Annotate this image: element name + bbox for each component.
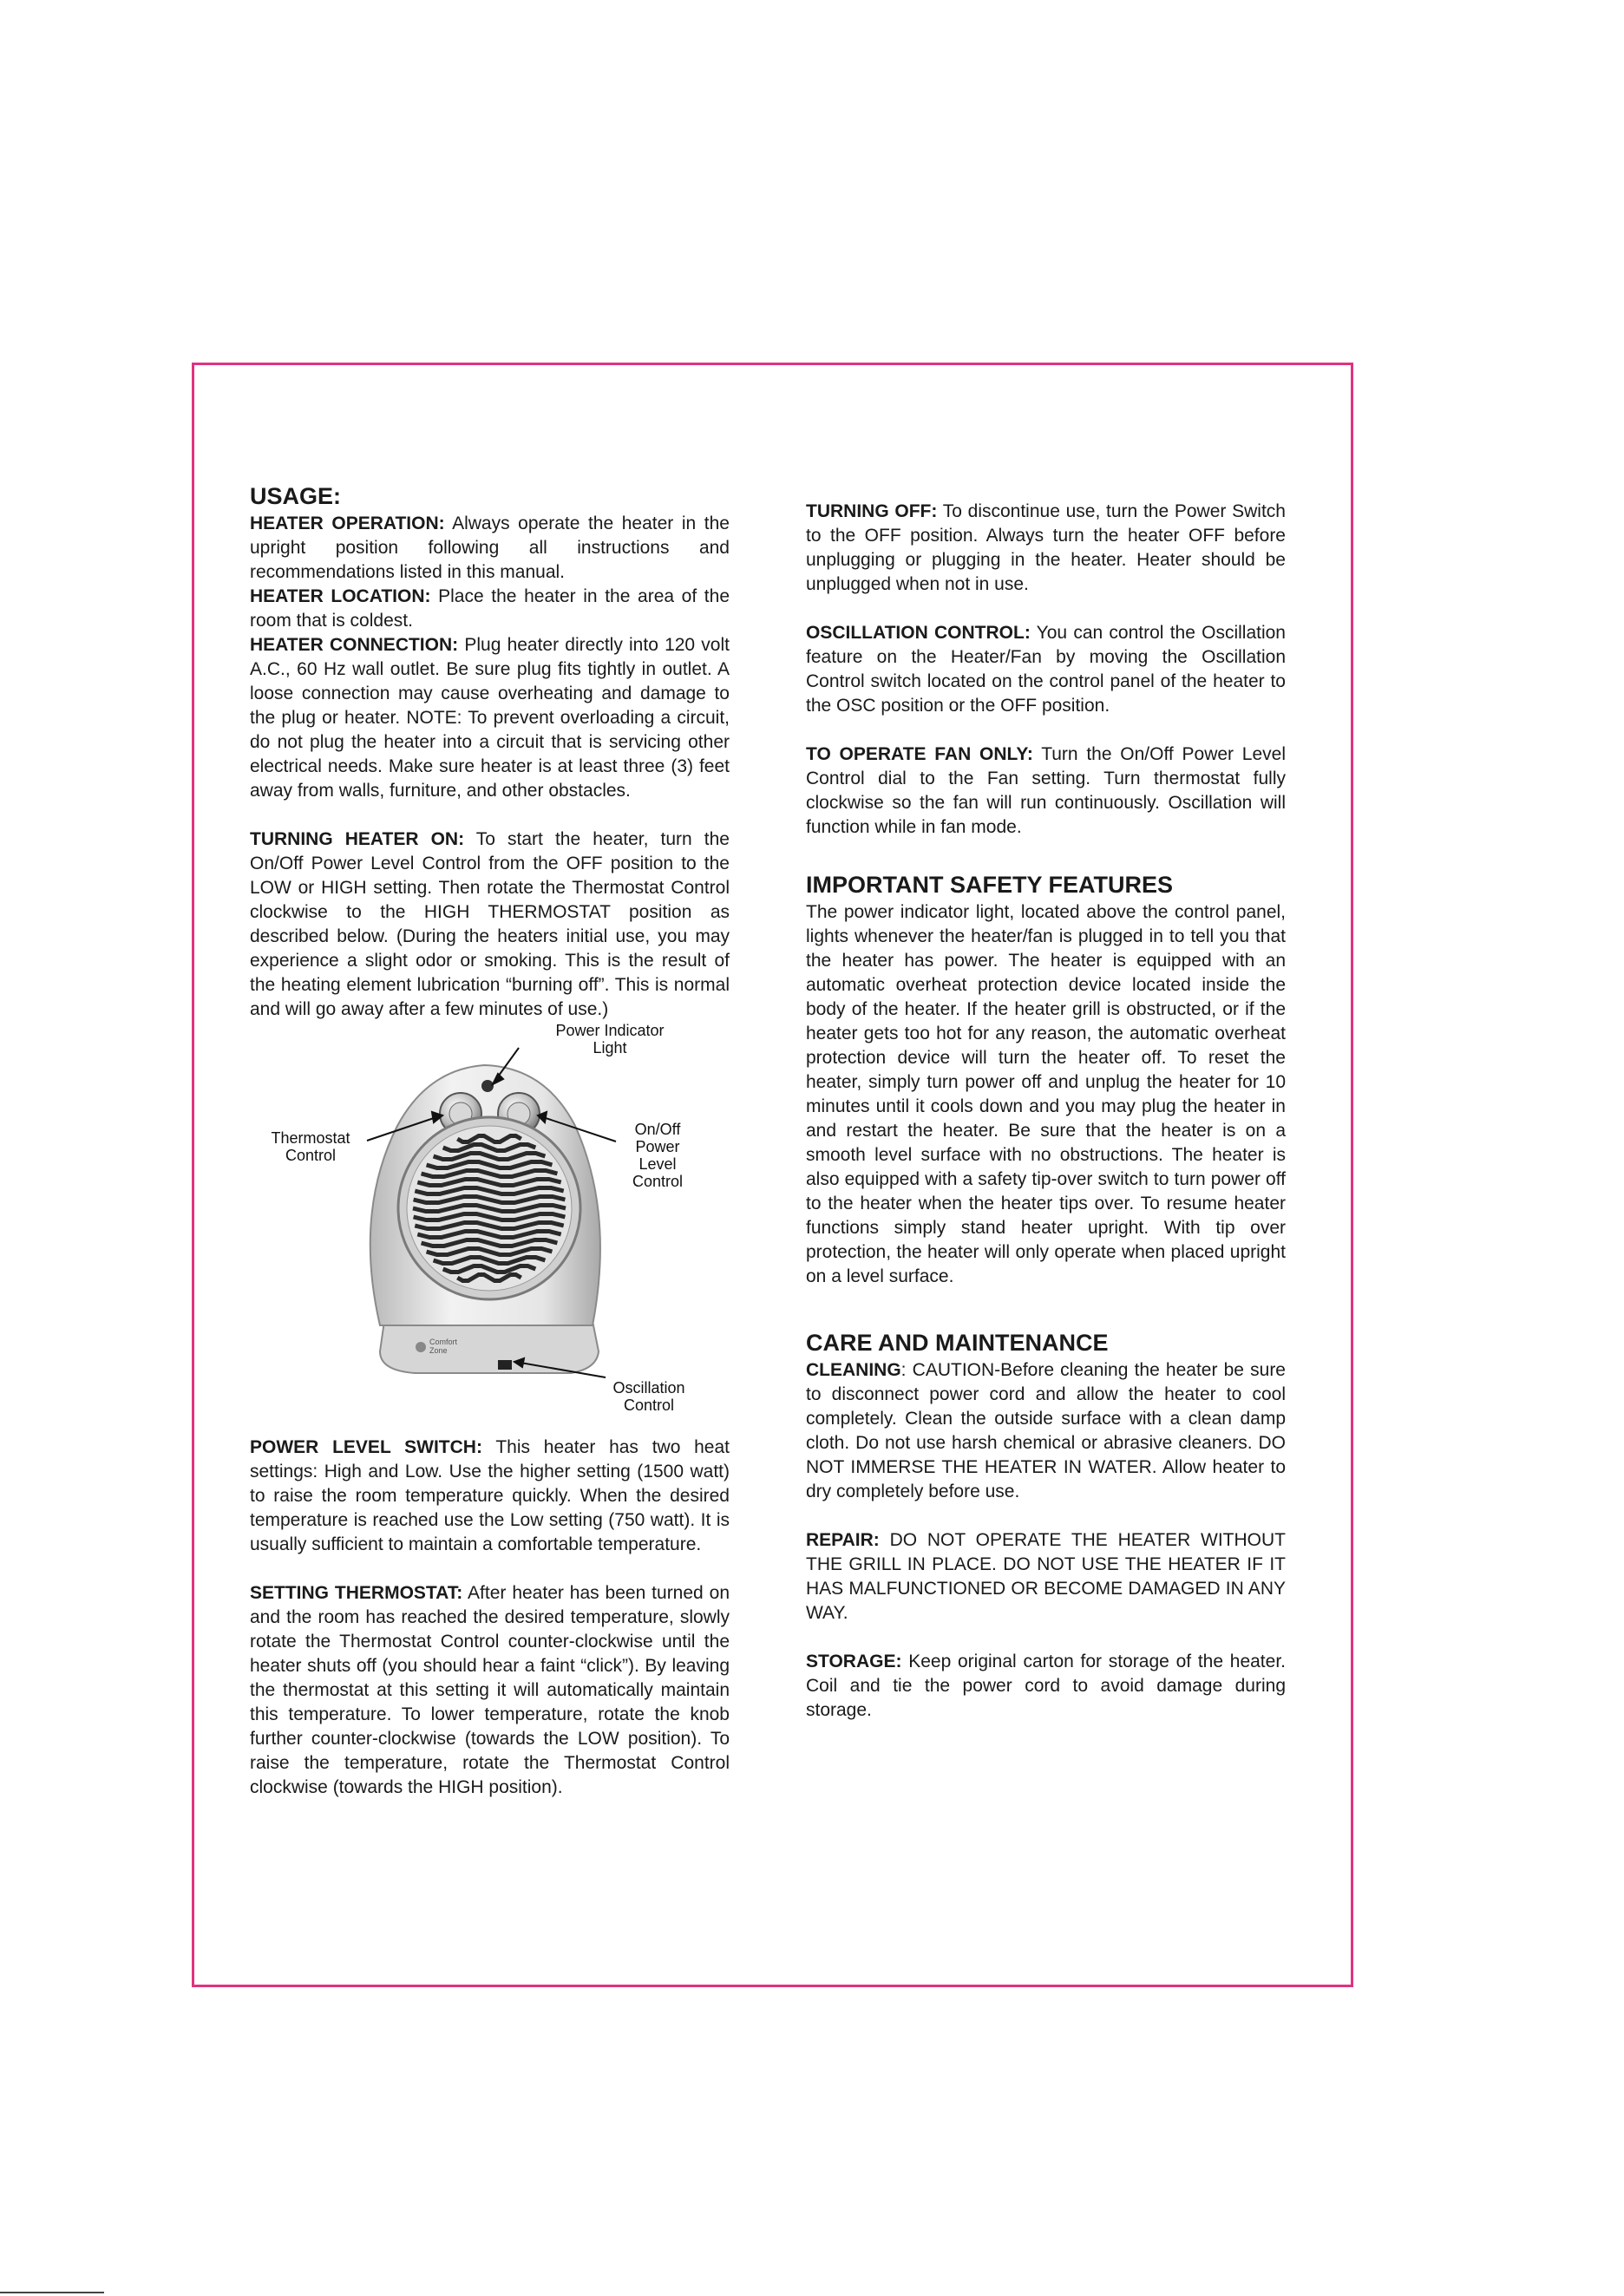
setting-thermostat-paragraph [250,1581,730,1800]
fan-only-paragraph [806,742,1286,840]
fan-only-text: Turn the On/Off Power Level Control dial to the Fan setting. Turn thermostat fully clockwise so the fan will run continuously. Oscillation will function while in fan mode. [806,744,1286,837]
storage-paragraph [806,1650,1286,1723]
heater-location-paragraph [250,585,730,633]
onoff-label-1: On/Off [634,1121,681,1138]
heater-operation-paragraph [250,512,730,585]
cleaning-text: : CAUTION-Before cleaning the heater be sure to disconnect power cord and allow the heater to cool completely. Clean the outside surface with a clean damp cloth. Do not use harsh chemical or abrasive cleaners. DO NOT IMMERSE THE HEATER IN WATER. Allow heater to dry completely before use. [806,1360,1286,1501]
safety-paragraph: The power indicator light, located above the control panel, lights whenever the heater/fan is plugged in to tell you that the heater has power. The heater is equipped with an automatic overheat protection device located inside the body of the heater. If the heater grill is obstructed, or if the heater gets too hot for any reason, the automatic overheat protection device will turn the heater off. To reset the heater, simply turn power off and unplug the heater for 10 minutes until it cools down and you may plug the heater in and restart the heater. Be sure that the heater is on a smooth level surface with no obstructions. The heater is also equipped with a safety tip-over switch to turn power off to the heater when the heater tips over. To resume heater functions simply stand heater upright. With tip over protection, the heater will only operate when placed upright on a level surface. [806,902,1286,1286]
power-level-switch-text: This heater has two heat settings: High and Low. Use the higher setting (1500 watt) to raise the room temperature quickly. When the desired temperature is reached use the Low setting (750 watt). It is usually sufficient to maintain a comfortable temperature. [250,1437,730,1554]
heater-connection-paragraph [250,633,730,803]
oscillation-label-2: Control [623,1397,675,1414]
turning-off-paragraph [806,500,1286,597]
thermostat-callout [259,1129,363,1164]
heater-figure [250,1022,730,1416]
thermostat-label-1: Thermostat [271,1129,350,1147]
left-column [250,482,730,1824]
oscillation-callout [601,1379,697,1414]
oscillation-label-1: Oscillation [612,1379,685,1397]
oscillation-control-text: You can control the Oscillation feature on the Heater/Fan by moving the Oscillation Control switch located on the control panel of the heater to the OSC position or the OFF position. [806,623,1286,716]
onoff-label-4: Control [632,1173,684,1190]
turning-heater-on-text: To start the heater, turn the On/Off Power Level Control from the OFF position to the LOW or HIGH setting. Then rotate the Thermostat Control clockwise to the HIGH THERMOSTAT position as described below. (During the heaters initial use, you may experience a slight odor or smoking. This is the result of the heating element lubrication “burning off”. This is normal and will go away after a few minutes of use.) [250,829,730,1019]
heater-location-text: Place the heater in the area of the room that is coldest. [250,586,730,631]
storage-label: STORAGE: [806,1652,902,1671]
power-indicator-label-1: Power Indicator [555,1022,665,1039]
heater-connection-label: HEATER CONNECTION: [250,635,459,655]
care-heading: CARE AND MAINTENANCE [806,1330,1109,1356]
heater-base [380,1321,599,1373]
usage-heading: USAGE: [250,483,342,509]
turning-heater-on-paragraph [250,827,730,1022]
brand-logo-icon [416,1342,426,1352]
fan-only-label: TO OPERATE FAN ONLY: [806,744,1033,764]
repair-label: REPAIR: [806,1530,880,1550]
power-level-switch-label: POWER LEVEL SWITCH: [250,1437,482,1457]
heater-illustration [250,1022,730,1416]
cleaning-paragraph [806,1358,1286,1504]
setting-thermostat-label: SETTING THERMOSTAT: [250,1583,463,1603]
storage-text: Keep original carton for storage of the heater. Coil and tie the power cord to avoid damage during storage. [806,1652,1286,1720]
repair-paragraph [806,1528,1286,1626]
power-level-switch-paragraph [250,1436,730,1557]
repair-text: DO NOT OPERATE THE HEATER WITHOUT THE GRILL IN PLACE. DO NOT USE THE HEATER IF IT HAS MALFUNCTIONED OR BECOME DAMAGED IN ANY WAY. [806,1530,1286,1623]
power-indicator-light [481,1080,494,1092]
turning-off-label: TURNING OFF: [806,501,938,521]
right-column [806,500,1286,1747]
setting-thermostat-text: After heater has been turned on and the room has reached the desired temperature, slowly rotate the Thermostat Control counter-clockwise until the heater shuts off (you should hear a faint “click”). By leaving the thermostat at this setting it will automatically maintain this temperature. To lower temperature, rotate the knob further counter-clockwise (towards the LOW position). To raise the temperature, rotate the Thermostat Control clockwise (towards the HIGH position). [250,1583,730,1797]
brand-logo-text-2: Zone [429,1346,448,1355]
cleaning-label: CLEANING [806,1360,901,1380]
heater-connection-text: Plug heater directly into 120 volt A.C., 60 Hz wall outlet. Be sure plug fits tightly in outlet. A loose connection may cause overheating and damage to the plug or heater. NOTE: To prevent overloading a circuit, do not plug the heater into a circuit that is servicing other electrical needs. Make sure heater is at least three (3) feet away from walls, furniture, and other obstacles. [250,635,730,801]
oscillation-control-paragraph [806,621,1286,718]
oscillation-switch [498,1360,512,1370]
power-indicator-callout [545,1022,675,1056]
onoff-callout [619,1121,697,1190]
onoff-label-2: Power [635,1138,680,1155]
heater-operation-text: Always operate the heater in the upright position following all instructions and recommendations listed in this manual. [250,513,730,582]
turning-heater-on-label: TURNING HEATER ON: [250,829,465,849]
footer-rule [0,2292,104,2293]
power-indicator-label-2: Light [593,1039,627,1056]
heater-operation-label: HEATER OPERATION: [250,513,445,533]
heater-location-label: HEATER LOCATION: [250,586,431,606]
turning-off-text: To discontinue use, turn the Power Switch to the OFF position. Always turn the heater OFF before unplugging or plugging in the heater. Heater should be unplugged when not in use. [806,501,1286,594]
onoff-label-3: Level [638,1155,677,1173]
safety-heading: IMPORTANT SAFETY FEATURES [806,872,1174,898]
thermostat-label-2: Control [285,1147,337,1164]
brand-logo-text-1: Comfort [429,1338,458,1346]
oscillation-control-label: OSCILLATION CONTROL: [806,623,1031,643]
